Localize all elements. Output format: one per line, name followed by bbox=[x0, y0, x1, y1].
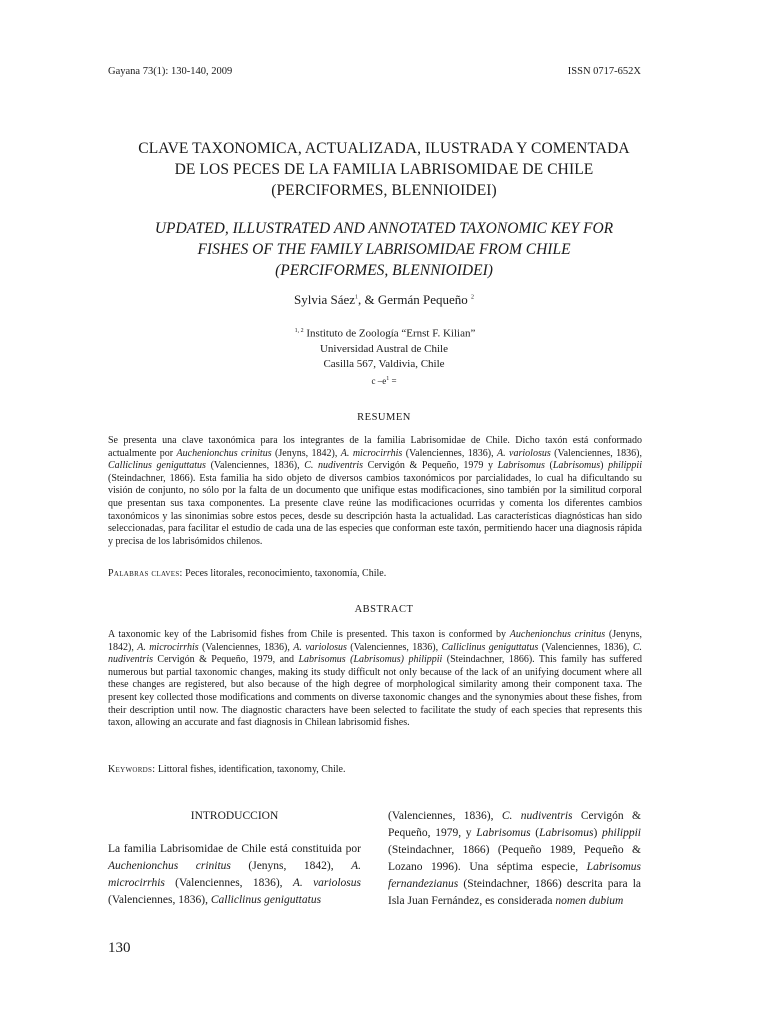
intro-right-column: (Valenciennes, 1836), C. nudiventris Cervigón & Pequeño, 1979, y Labrisomus (Labrisomus) philippii (Steindachner, 1866) (Pequeño 1989, Pequeño & Lozano 1996). Una séptima especie, Labrisomus fernandezianus (Steindachner, 1866) descrita para la Isla Juan Fernández, es considerada nomen dubium bbox=[388, 810, 641, 907]
palabras-claves bbox=[108, 568, 642, 579]
author-separator: , & bbox=[358, 292, 378, 307]
author-1-affil: 1 bbox=[355, 294, 358, 301]
author-1: Sylvia Sáez bbox=[293, 292, 355, 307]
email-b: = bbox=[389, 375, 397, 386]
affiliation-institute bbox=[0, 324, 768, 342]
abstract-paragraph: A taxonomic key of the Labrisomid fishes from Chile is presented. This taxon is conformed by Auchenionchus crinitus (Jenyns, 1842), A. microcirrhis (Valenciennes, 1836), A. variolosus (Valenciennes, 1836), Calliclinus geniguttatus (Valenciennes, 1836), C. nudiventris Cervigón & Pequeño, 1979, and Labrisomus (Labrisomus) philippii (Steindachner, 1866). This family has suffered numerous but partial taxonomic changes, making its study difficult not only because of the lack of an unifying document where all these changes are registered, but also because of the high degree of morphological similarity among their component taxa. The present key collected those modifications and comments on diverse taxonomic changes and the synonymies about these fishes, from their description until now. The diagnostic characters have been selected to facilitate the study of each species that represents this taxon, allowing an accurate and fast diagnosis in Chilean labrisomid fishes. bbox=[108, 629, 642, 729]
intro-left-column: La familia Labrisomidae de Chile está constituida por Auchenionchus crinitus (Jenyns, 1842), A. microcirrhis (Valenciennes, 1836), A. variolosus (Valenciennes, 1836), Calliclinus geniguttatus bbox=[108, 843, 361, 906]
page-number: 130 bbox=[108, 940, 131, 956]
affiliation-sup: 1, 2 bbox=[294, 328, 304, 334]
abstract-heading: ABSTRACT bbox=[354, 604, 414, 615]
affiliation-line-2: Universidad Austral de Chile bbox=[319, 342, 448, 355]
author-2-affil: 2 bbox=[471, 294, 475, 301]
title-en-line: FISHES OF THE FAMILY LABRISOMIDAE FROM CHILE bbox=[197, 241, 571, 258]
affiliation bbox=[0, 324, 768, 389]
title-en-line: (PERCIFORMES, BLENNIOIDEI) bbox=[275, 262, 493, 279]
title-es-line: (PERCIFORMES, BLENNIOIDEI) bbox=[271, 182, 497, 199]
keywords-label: Keywords: bbox=[108, 764, 156, 775]
keywords-text: Littoral fishes, identification, taxonomy, Chile. bbox=[155, 764, 346, 775]
authors bbox=[0, 292, 768, 308]
issn: ISSN 0717-652X bbox=[567, 66, 641, 77]
affiliation-line-3: Casilla 567, Valdivia, Chile bbox=[323, 357, 445, 370]
email-sup: 1 bbox=[386, 375, 390, 382]
resumen-paragraph: Se presenta una clave taxonómica para los integrantes de la familia Labrisomidae de Chile. Dicho taxón está conformado actualmente por Auchenionchus crinitus (Jenyns, 1842), A. microcirrhis (Valenciennes, 1836), A. variolosus (Valenciennes, 1836), Calliclinus geniguttatus (Valenciennes, 1836), C. nudiventris Cervigón & Pequeño, 1979 y Labrisomus (Labrisomus) philippii (Steindachner, 1866). Esta familia ha sido objeto de diversos cambios taxonómicos por parcialidades, lo cual ha dificultando su visión de conjunto, no sólo por la falta de un documento que unifique estas modificaciones, sino también por la similitud corporal que presentan sus taxa componentes. La presente clave reúne las modificaciones ocurridas y comenta los diferentes cambios taxonómicos y las sinonimias sobre estos peces, desde su descripción hasta la actualidad. Las características diagnósticas han sido seleccionadas, para facilitar el estudio de cada una de las especies que conforman este taxón, permitiendo hacer una diagnosis rápida y precisa de los labrisómidos chilenos. bbox=[108, 435, 643, 547]
palabras-label: Palabras claves: bbox=[108, 568, 183, 579]
intro-heading: INTRODUCCION bbox=[190, 810, 279, 822]
title-en-line: UPDATED, ILLUSTRATED AND ANNOTATED TAXONOMIC KEY FOR bbox=[154, 220, 614, 237]
email-a: c –e bbox=[371, 375, 387, 386]
title-es-line: CLAVE TAXONOMICA, ACTUALIZADA, ILUSTRADA Y COMENTADA bbox=[138, 140, 630, 157]
resumen-heading: RESUMEN bbox=[357, 412, 411, 423]
author-2: Germán Pequeño bbox=[377, 292, 468, 307]
palabras-text: Peces litorales, reconocimiento, taxonomía, Chile. bbox=[182, 568, 387, 579]
title-english bbox=[0, 218, 768, 281]
journal-citation: Gayana 73(1): 130-140, 2009 bbox=[108, 66, 233, 77]
title-es-line: DE LOS PECES DE LA FAMILIA LABRISOMIDAE DE CHILE bbox=[174, 161, 594, 178]
title-spanish bbox=[0, 138, 768, 201]
keywords bbox=[108, 764, 642, 775]
affiliation-email bbox=[0, 372, 768, 389]
affiliation-line-1: Instituto de Zoología “Ernst F. Kilian” bbox=[303, 327, 476, 340]
